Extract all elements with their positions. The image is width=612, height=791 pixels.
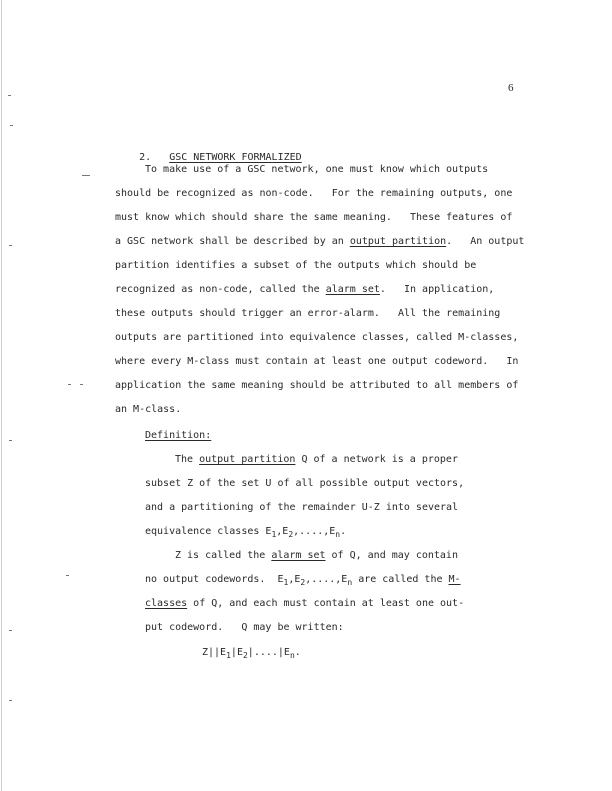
term-m-classes: M- (448, 574, 461, 585)
body-line: application the same meaning should be attributed to all members of (115, 380, 519, 391)
term-output-partition: output partition (199, 454, 296, 465)
scan-speck (80, 384, 83, 385)
definition-line: no output codewords. $E_1,E_2,....,E_n$ are called the M- (145, 574, 461, 587)
body-line: should be recognized as non-code. For the remaining outputs, one (115, 188, 513, 199)
body-line: an M-class. (115, 404, 182, 415)
definition-line: Z is called the alarm set of Q, and may contain (175, 550, 458, 561)
term-alarm-set: alarm set (271, 550, 326, 561)
scan-speck (9, 630, 12, 631)
body-line: these outputs should trigger an error-alarm. All the remaining (115, 308, 501, 319)
scan-speck (9, 700, 12, 701)
definition-line: subset Z of the set U of all possible output vectors, (145, 478, 465, 489)
definition-line: and a partitioning of the remainder U-Z into several (145, 502, 459, 513)
scan-speck (8, 95, 11, 96)
term-m-classes: classes (145, 598, 188, 609)
body-line: must know which should share the same meaning. These features of (115, 212, 513, 223)
body-line: outputs are partitioned into equivalence classes, called M-classes, (115, 332, 519, 343)
term-output-partition: output partition (349, 236, 447, 247)
body-line: partition identifies a subset of the outputs which should be (115, 260, 477, 271)
scan-speck (9, 440, 12, 441)
definition-line: equivalence classes $E_1,E_2,....,E_n$. (145, 526, 347, 539)
body-line: recognized as non-code, called the alarm set. In application, (115, 284, 495, 295)
definition-line: classes of Q, and each must contain at least one out- (145, 598, 465, 609)
scan-speck (82, 175, 90, 176)
body-line: where every M-class must contain at least one output codeword. In (115, 356, 519, 367)
body-line: To make use of a GSC network, one must know which outputs (145, 164, 489, 175)
scan-speck (9, 245, 12, 246)
scan-speck (10, 125, 13, 126)
partition-formula: $Z||E_1|E_2|....|E_n$. (202, 647, 301, 660)
body-line: a GSC network shall be described by an output partition. An output (115, 236, 525, 247)
scan-speck (68, 384, 71, 385)
definition-line: put codeword. Q may be written: (145, 622, 344, 633)
term-alarm-set: alarm set (325, 284, 380, 295)
section-title: GSC NETWORK FORMALIZED (169, 152, 302, 163)
definition-heading: Definition: (145, 430, 212, 441)
page-number: 6 (508, 82, 514, 94)
page-edge-shadow (1, 0, 2, 791)
scan-speck (66, 575, 69, 576)
section-number: 2. (139, 152, 152, 163)
definition-line: The output partition Q of a network is a proper (175, 454, 458, 465)
